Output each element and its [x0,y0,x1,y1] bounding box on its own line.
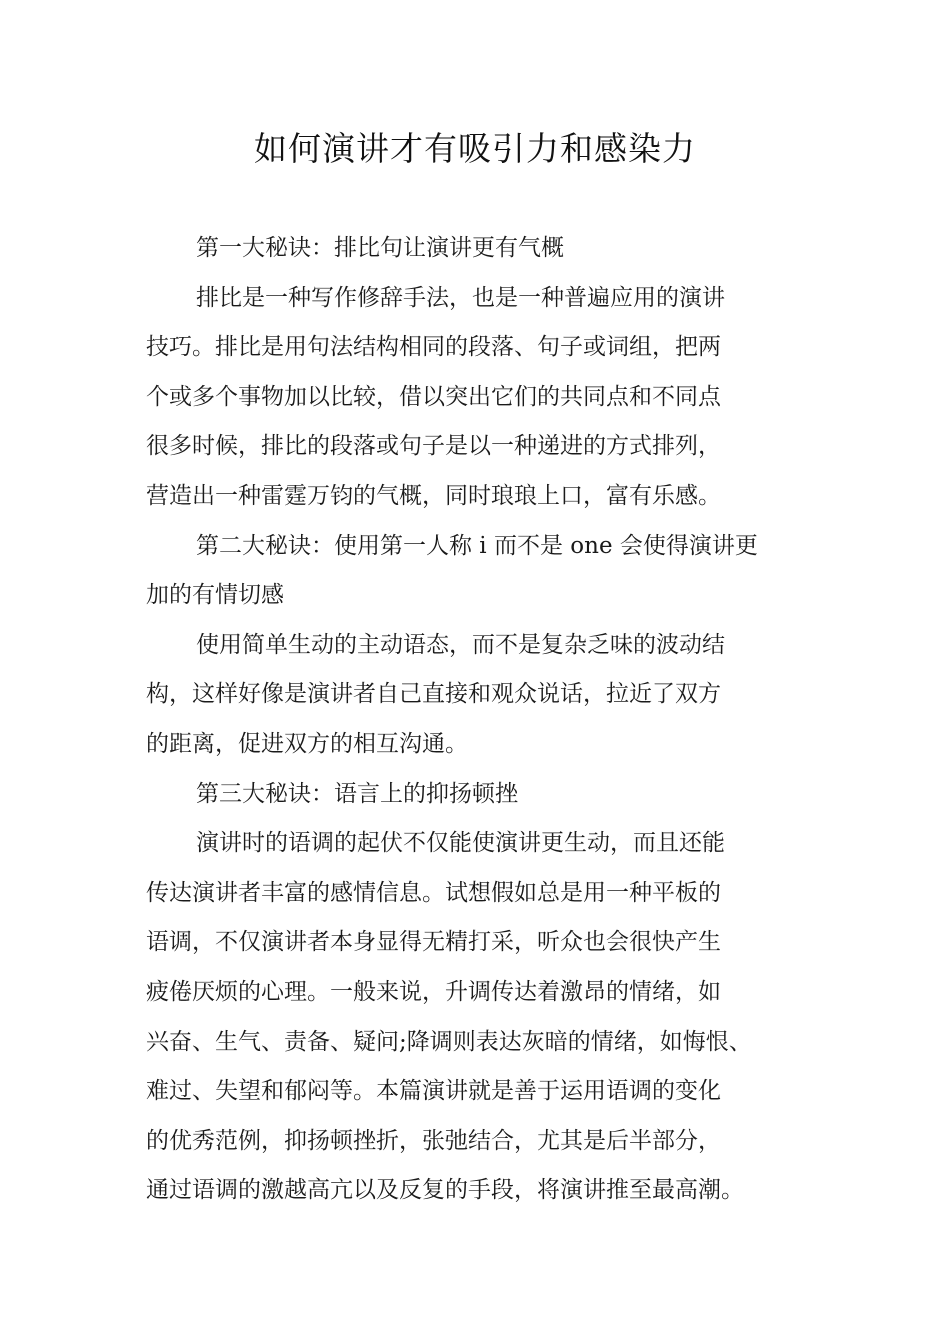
section-heading-3: 第三大秘诀：语言上的抑扬顿挫 [196,780,518,807]
paragraph-line: 难过、失望和郁闷等。本篇演讲就是善于运用语调的变化 [146,1078,721,1105]
paragraph-line: 疲倦厌烦的心理。一般来说，升调传达着激昂的情绪，如 [146,978,721,1005]
paragraph-line: 个或多个事物加以比较，借以突出它们的共同点和不同点 [146,383,721,410]
paragraph-line: 的距离，促进双方的相互沟通。 [146,730,468,757]
paragraph-line: 技巧。排比是用句法结构相同的段落、句子或词组，把两 [146,334,721,361]
section-heading-2: 第二大秘诀：使用第一人称 i 而不是 one 会使得演讲更 [196,532,758,559]
paragraph-line: 传达演讲者丰富的感情信息。试想假如总是用一种平板的 [146,879,721,906]
paragraph-line: 语调，不仅演讲者本身显得无精打采，听众也会很快产生 [146,929,721,956]
paragraph-line: 很多时候，排比的段落或句子是以一种递进的方式排列， [146,433,721,460]
paragraph-line: 营造出一种雷霆万钧的气概，同时琅琅上口，富有乐感。 [146,482,721,509]
paragraph-line: 排比是一种写作修辞手法，也是一种普遍应用的演讲 [196,284,725,311]
document-title: 如何演讲才有吸引力和感染力 [254,129,696,168]
paragraph-line: 兴奋、生气、责备、疑问;降调则表达灰暗的情绪，如悔恨、 [146,1028,752,1055]
paragraph-line: 通过语调的激越高亢以及反复的手段，将演讲推至最高潮。 [146,1177,744,1204]
paragraph-line: 的优秀范例，抑扬顿挫折，张弛结合，尤其是后半部分， [146,1127,721,1154]
paragraph-line: 构，这样好像是演讲者自己直接和观众说话，拉近了双方 [146,681,721,708]
paragraph-line: 演讲时的语调的起伏不仅能使演讲更生动，而且还能 [196,830,725,857]
document-body [146,224,826,1216]
section-heading-2-continued: 加的有情切感 [146,582,284,609]
paragraph-line: 使用简单生动的主动语态，而不是复杂乏味的波动结 [196,631,725,658]
section-heading-1: 第一大秘诀：排比句让演讲更有气概 [196,235,564,261]
